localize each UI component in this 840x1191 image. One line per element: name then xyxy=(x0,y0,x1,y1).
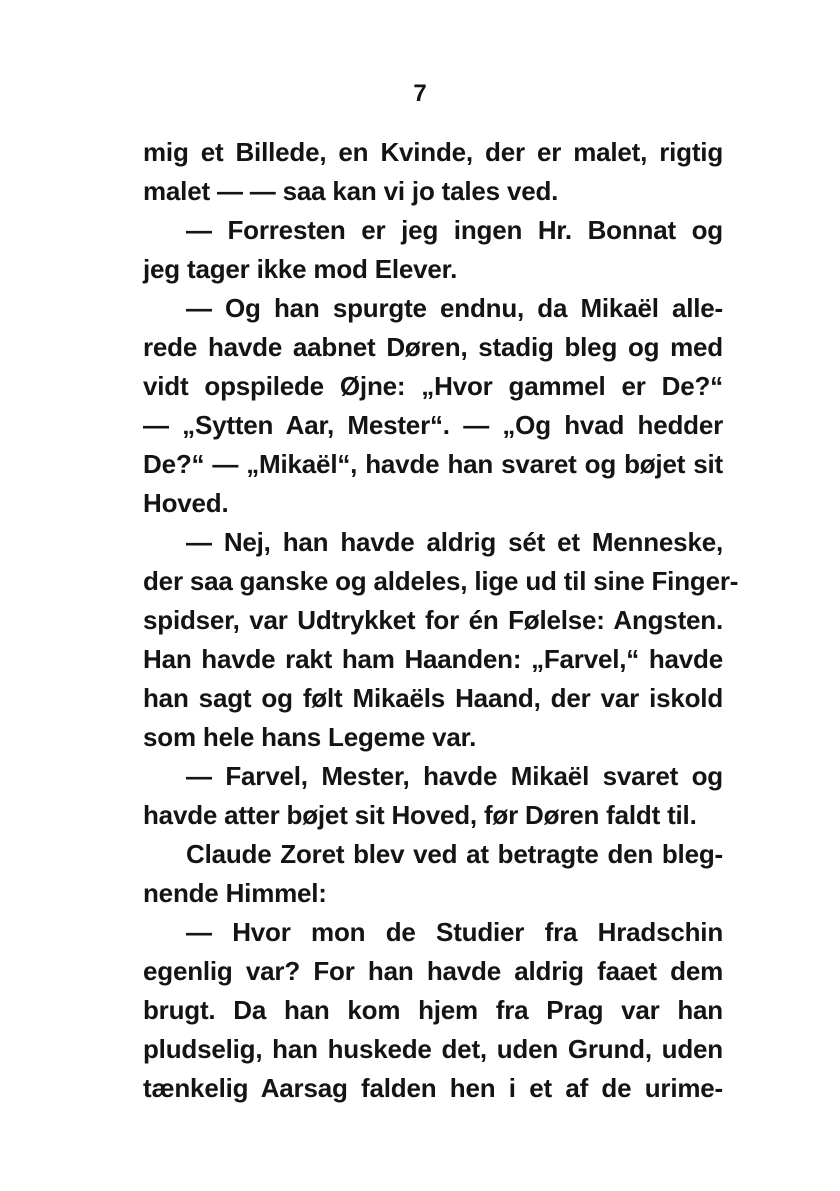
text-line: han sagt og følt Mikaëls Haand, der var iskold xyxy=(143,683,723,713)
text-line: — „Sytten Aar, Mester“. — „Og hvad hedder xyxy=(143,410,723,440)
text-line: Han havde rakt ham Haanden: „Farvel,“ havde xyxy=(143,644,723,674)
text-line: pludselig, han huskede det, uden Grund, uden xyxy=(143,1034,723,1064)
text-line: malet — — saa kan vi jo tales ved. xyxy=(143,176,559,206)
page-number: 7 xyxy=(413,80,427,107)
text-line: jeg tager ikke mod Elever. xyxy=(143,254,458,284)
text-line: — Nej, han havde aldrig sét et Menneske, xyxy=(186,527,723,557)
text-line: mig et Billede, en Kvinde, der er malet, rigtig xyxy=(143,137,723,167)
text-line: som hele hans Legeme var. xyxy=(143,722,477,752)
text-line: Hoved. xyxy=(143,488,229,518)
text-line: vidt opspilede Øjne: „Hvor gammel er De?“ xyxy=(143,371,723,401)
text-line: tænkelig Aarsag falden hen i et af de urime- xyxy=(143,1073,723,1103)
text-line: rede havde aabnet Døren, stadig bleg og med xyxy=(143,332,723,362)
text-line: — Farvel, Mester, havde Mikaël svaret og xyxy=(186,761,723,791)
text-line: nende Himmel: xyxy=(143,878,327,908)
text-line: der saa ganske og aldeles, lige ud til sine Finger- xyxy=(143,566,739,596)
body-text xyxy=(143,133,739,1108)
text-line: egenlig var? For han havde aldrig faaet dem xyxy=(143,956,723,986)
text-line: De?“ — „Mikaël“, havde han svaret og bøjet sit xyxy=(143,449,723,479)
text-line: — Forresten er jeg ingen Hr. Bonnat og xyxy=(186,215,723,245)
text-line: — Hvor mon de Studier fra Hradschin xyxy=(186,917,723,947)
text-line: brugt. Da han kom hjem fra Prag var han xyxy=(143,995,723,1025)
text-line: spidser, var Udtrykket for én Følelse: Angsten. xyxy=(143,605,723,635)
text-line: — Og han spurgte endnu, da Mikaël alle- xyxy=(186,293,723,323)
text-line: Claude Zoret blev ved at betragte den bleg- xyxy=(186,839,723,869)
text-line: havde atter bøjet sit Hoved, før Døren faldt til. xyxy=(143,800,697,830)
